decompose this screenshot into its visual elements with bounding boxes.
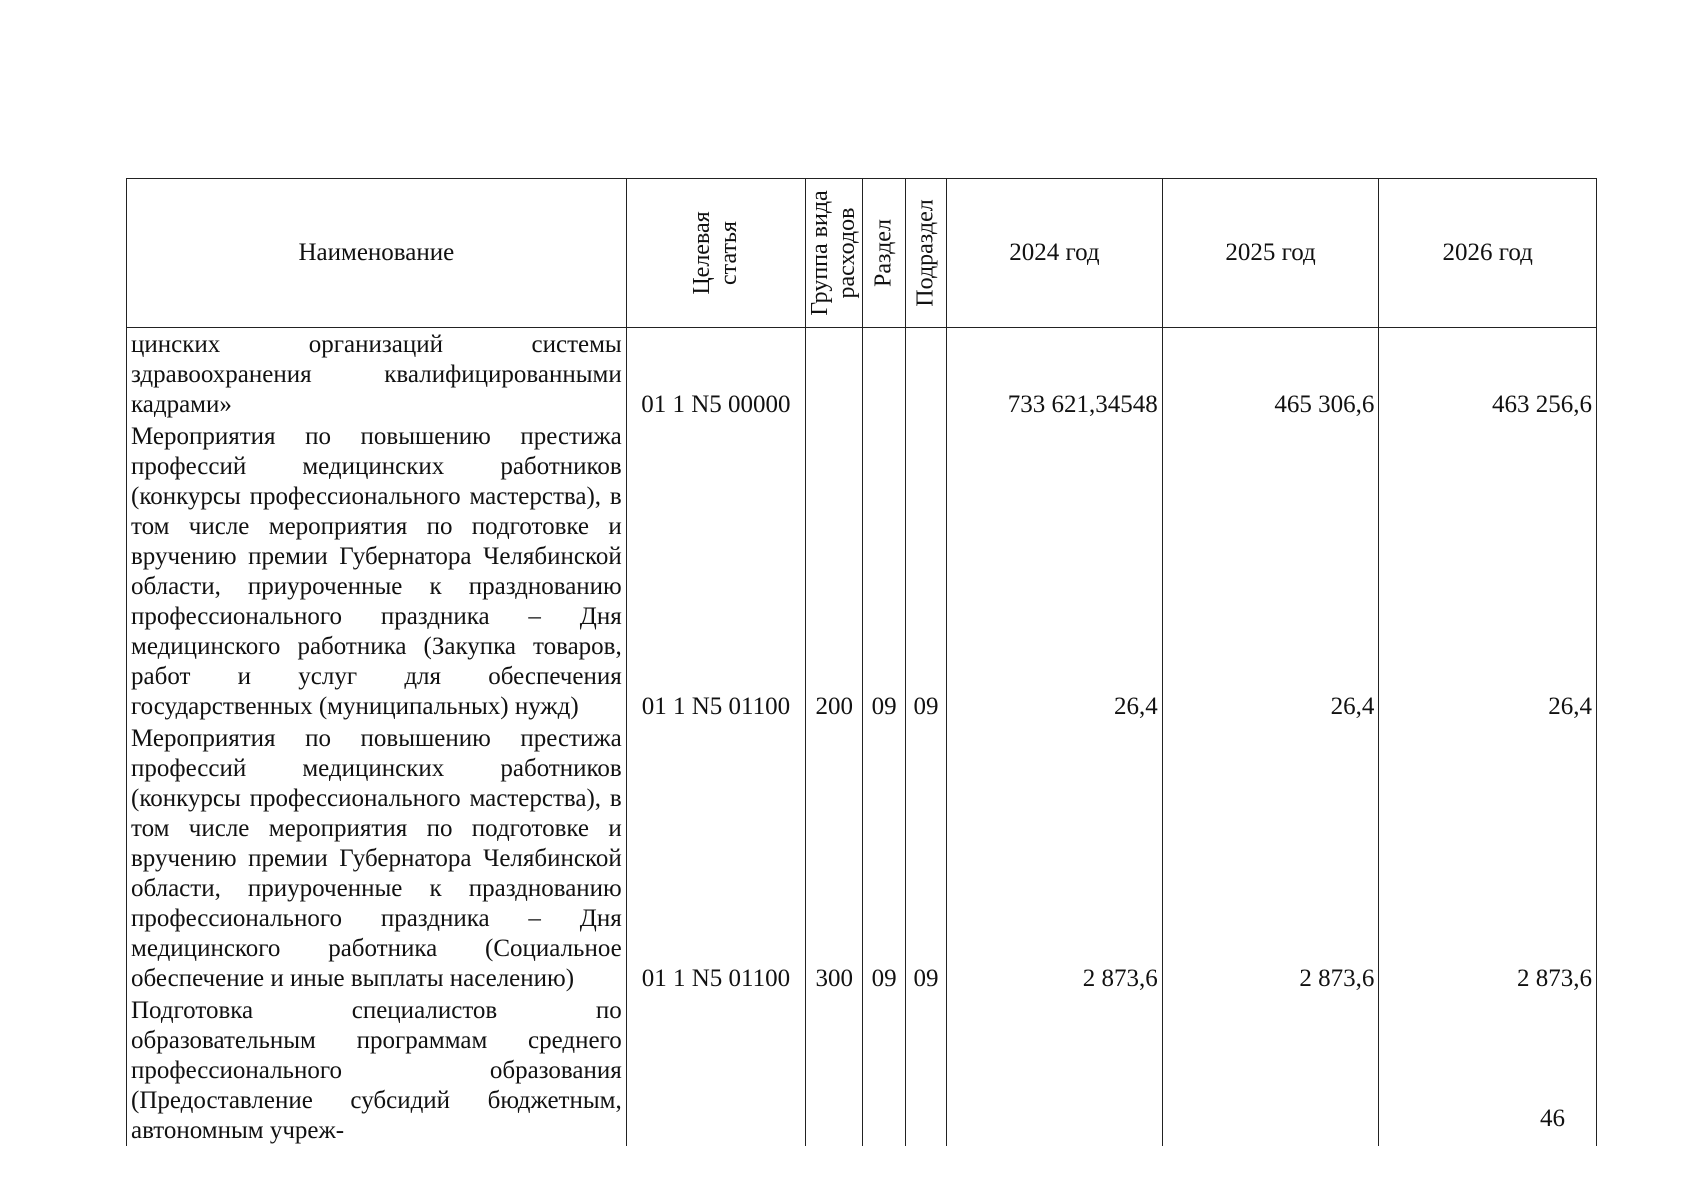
row-value-2024: 26,4 — [947, 420, 1163, 722]
header-year-2024: 2024 год — [947, 179, 1163, 328]
header-target-article-line1: Целевая — [688, 211, 715, 295]
header-subsection — [905, 179, 946, 328]
budget-table — [126, 178, 1597, 1146]
header-expense-group-line2: расходов — [834, 207, 861, 299]
row-value-2025: 465 306,6 — [1162, 328, 1379, 421]
row-group — [806, 994, 863, 1146]
header-year-2026: 2026 год — [1379, 179, 1597, 328]
row-name: Подготовка специалистов по образовательным программам среднего профессионального образования (Предоставление субсидий бюджетным, автономным учреж- — [127, 994, 627, 1146]
row-value-2025 — [1162, 994, 1379, 1146]
header-section-label: Раздел — [870, 219, 897, 287]
row-section — [863, 994, 905, 1146]
row-code: 01 1 N5 00000 — [626, 328, 805, 421]
table-header-row — [127, 179, 1597, 328]
row-name: цинских организаций системы здравоохранения квалифицированными кадрами» — [127, 328, 627, 421]
header-expense-group — [806, 179, 863, 328]
table-row — [127, 328, 1597, 421]
page-number: 46 — [1540, 1105, 1565, 1132]
header-section — [863, 179, 905, 328]
header-year-2025: 2025 год — [1162, 179, 1379, 328]
row-subsection — [905, 994, 946, 1146]
row-section — [863, 328, 905, 421]
row-code — [626, 994, 805, 1146]
header-subsection-label: Подраздел — [912, 199, 939, 307]
row-group — [806, 328, 863, 421]
row-value-2025: 26,4 — [1162, 420, 1379, 722]
row-value-2026: 2 873,6 — [1379, 722, 1597, 994]
row-subsection: 09 — [905, 420, 946, 722]
row-subsection: 09 — [905, 722, 946, 994]
header-target-article-line2: статья — [715, 221, 742, 285]
row-group: 300 — [806, 722, 863, 994]
row-name: Мероприятия по повышению престижа профессий медицинских работников (конкурсы профессионального мастерства), в том числе мероприятия по подготовке и вручению премии Губернатора Челябинской области, приуроченные к празднованию профессионального праздника – Дня медицинского работника (Социальное обеспечение и иные выплаты населению) — [127, 722, 627, 994]
header-target-article — [626, 179, 805, 328]
row-group: 200 — [806, 420, 863, 722]
row-value-2026: 463 256,6 — [1379, 328, 1597, 421]
row-section: 09 — [863, 722, 905, 994]
row-section: 09 — [863, 420, 905, 722]
row-subsection — [905, 328, 946, 421]
row-value-2024: 733 621,34548 — [947, 328, 1163, 421]
table-row — [127, 420, 1597, 722]
header-name: Наименование — [127, 179, 627, 328]
table-row — [127, 722, 1597, 994]
table-row — [127, 994, 1597, 1146]
row-value-2024 — [947, 994, 1163, 1146]
header-expense-group-line1: Группа вида — [807, 190, 834, 316]
row-code: 01 1 N5 01100 — [626, 722, 805, 994]
row-value-2025: 2 873,6 — [1162, 722, 1379, 994]
row-name: Мероприятия по повышению престижа профессий медицинских работников (конкурсы профессионального мастерства), в том числе мероприятия по подготовке и вручению премии Губернатора Челябинской области, приуроченные к празднованию профессионального праздника – Дня медицинского работника (Закупка товаров, работ и услуг для обеспечения государственных (муниципальных) нужд) — [127, 420, 627, 722]
row-code: 01 1 N5 01100 — [626, 420, 805, 722]
row-value-2026: 26,4 — [1379, 420, 1597, 722]
row-value-2024: 2 873,6 — [947, 722, 1163, 994]
